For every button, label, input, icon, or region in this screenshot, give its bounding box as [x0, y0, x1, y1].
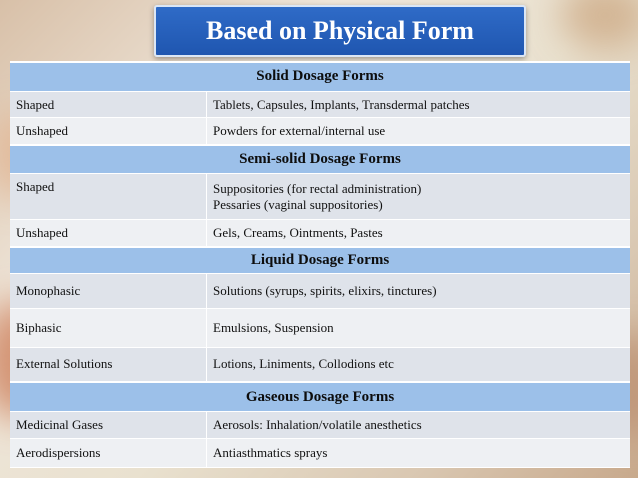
table-row: [10, 118, 630, 145]
form-example-line: Pessaries (vaginal suppositories): [213, 196, 383, 212]
form-type: Monophasic: [10, 274, 207, 309]
section-heading: Semi-solid Dosage Forms: [10, 145, 630, 174]
form-example-line: Suppositories (for rectal administration): [213, 180, 422, 196]
form-type: Medicinal Gases: [10, 411, 207, 438]
form-examples: [207, 174, 631, 220]
form-examples: Solutions (syrups, spirits, elixirs, tinctures): [207, 274, 631, 309]
section-header-semisolid: [10, 145, 630, 174]
section-heading: Liquid Dosage Forms: [10, 247, 630, 274]
table-row: [10, 438, 630, 467]
form-type: Unshaped: [10, 220, 207, 247]
slide-title: Based on Physical Form: [154, 5, 526, 57]
section-heading: Solid Dosage Forms: [10, 62, 630, 91]
dosage-forms-table: [10, 61, 630, 468]
table-row: [10, 411, 630, 438]
section-heading: Gaseous Dosage Forms: [10, 382, 630, 411]
form-type: Unshaped: [10, 118, 207, 145]
form-type: External Solutions: [10, 347, 207, 382]
table-row: [10, 309, 630, 347]
form-type: Shaped: [10, 91, 207, 118]
table-row: [10, 91, 630, 118]
table-row: [10, 274, 630, 309]
form-type: Aerodispersions: [10, 438, 207, 467]
table-row: [10, 347, 630, 382]
form-examples: Antiasthmatics sprays: [207, 438, 631, 467]
table-row: [10, 220, 630, 247]
form-type: Biphasic: [10, 309, 207, 347]
form-examples: Tablets, Capsules, Implants, Transdermal patches: [207, 91, 631, 118]
form-examples: Aerosols: Inhalation/volatile anesthetics: [207, 411, 631, 438]
section-header-solid: [10, 62, 630, 91]
section-header-gaseous: [10, 382, 630, 411]
form-examples: Emulsions, Suspension: [207, 309, 631, 347]
form-examples: Gels, Creams, Ointments, Pastes: [207, 220, 631, 247]
form-examples: Powders for external/internal use: [207, 118, 631, 145]
section-header-liquid: [10, 247, 630, 274]
table-row: [10, 174, 630, 220]
form-examples: Lotions, Liniments, Collodions etc: [207, 347, 631, 382]
form-type: Shaped: [10, 174, 207, 220]
